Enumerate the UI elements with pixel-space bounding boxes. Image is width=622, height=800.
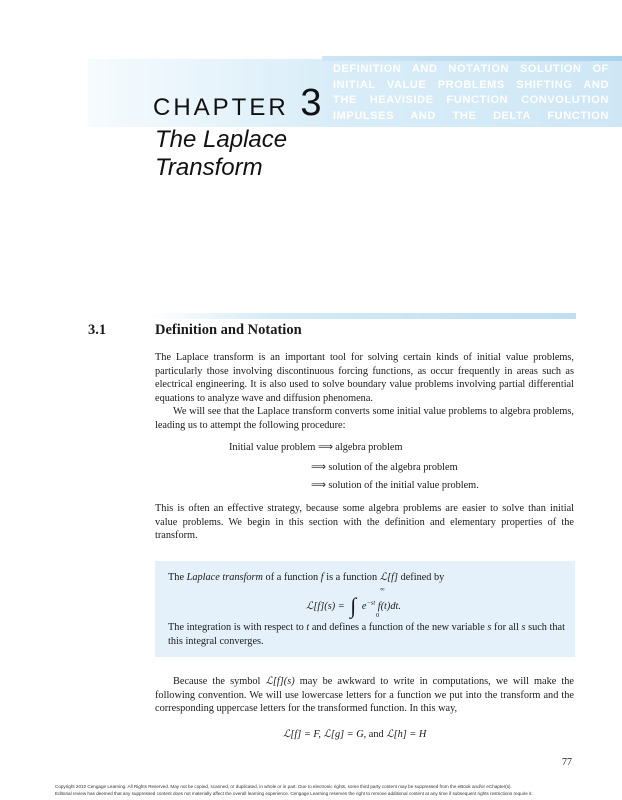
page-number: 77 [562,757,572,768]
integrand: f(t)dt. [377,601,401,612]
math-expression: ℒ[h] = H [386,729,427,740]
implies-arrow: ⟹ [311,480,326,491]
text-fragment: for all [494,622,519,633]
section-title: Definition and Notation [155,322,302,338]
chapter-word: CHAPTER [153,94,289,121]
text-fragment: defined by [400,572,445,583]
integral-sign: ∫ [350,593,357,618]
text-fragment: may be awkward to write in computations, we will make the following convention. We will use lowercase letters for a function we put into the transform and the corresponding uppercase letters for the transformed function. In this way, [155,676,575,715]
procedure-step: algebra problem [335,442,403,453]
procedure-line-3 [311,479,479,491]
equation-lhs: ℒ[f](s) = [306,601,345,612]
text-fragment: and defines a function of the new variable [311,622,485,633]
header-strip [322,56,622,61]
paragraph-convention [155,675,574,716]
math-expression: ℒ[g] = G, [323,729,367,740]
text-fragment: such that this integral converges. [168,622,565,647]
math-symbol: s [521,622,526,633]
topic-line: INITIAL VALUE PROBLEMS SHIFTING AND [333,78,609,91]
text-fragment: is a function [326,572,378,583]
exponent: −st [366,599,376,607]
math-symbol: ℒ[f](s) [265,676,295,687]
text-fragment: The integration is with respect to [168,622,304,633]
chapter-title-line: The Laplace [155,126,288,153]
procedure-step: solution of the initial value problem. [328,480,479,491]
text-fragment: and [368,729,384,740]
paragraph-strategy: This is often an effective strategy, because some algebra problems are easier to solve than initial value problems. We begin in this section with the definition and elementary properties of the transform. [155,503,574,542]
procedure-start: Initial value problem [229,442,316,453]
notation-equation [283,728,426,740]
procedure-line-1 [229,441,402,453]
integral-lower-limit: 0 [376,612,380,619]
topic-line: IMPULSES AND THE DELTA FUNCTION [333,109,609,122]
math-expression: ℒ[f] = F, [283,729,321,740]
procedure-line-2 [311,461,458,473]
copyright-notice: Editorial review has deemed that any suppressed content does not materially affect the overall learning experience. Cengage Learning reserves the right to remove additional content at any time if subsequent rights restrictions require it. [55,791,533,796]
paragraph-intro: The Laplace transform is an important tool for solving certain kinds of initial value problems, particularly those involving discontinuous forcing functions, as occur frequently in areas such as electrical engineering. It is also used to solve boundary value problems involving partial differential equations to analyze wave and diffusion phenomena. [155,352,574,404]
chapter-number: 3 [300,82,322,124]
implies-arrow: ⟹ [311,462,326,473]
implies-arrow: ⟹ [317,442,333,453]
text-fragment: Because the symbol [173,676,261,687]
topic-line: DEFINITION AND NOTATION SOLUTION OF [333,63,609,75]
text-fragment: The [168,572,185,583]
copyright-notice: Copyright 2010 Cengage Learning. All Rights Reserved. May not be copied, scanned, or duplicated, in whole or in part. Due to electronic rights, some third party content may be suppressed from the eBook and/or eChapter(s). [55,784,512,789]
topic-line: THE HEAVISIDE FUNCTION CONVOLUTION [333,94,609,106]
laplace-definition-equation [306,586,401,619]
paragraph-procedure-intro: We will see that the Laplace transform converts some initial value problems to algebra problems, leading us to attempt the following procedure: [155,406,574,431]
chapter-title-line: Transform [155,154,263,181]
procedure-step: solution of the algebra problem [328,462,458,473]
defined-term: Laplace transform [186,572,263,583]
integral-upper-limit: ∞ [380,586,385,593]
chapter-title [155,126,287,182]
chapter-topics [333,62,609,124]
math-symbol: s [487,622,492,633]
math-symbol: ℒ[f] [379,572,398,583]
math-symbol: f [320,572,324,583]
chapter-label [153,82,322,125]
definition-explanation [168,621,568,648]
math-symbol: t [306,622,310,633]
section-rule [150,313,576,319]
definition-intro [168,571,568,585]
section-number: 3.1 [88,322,107,338]
exponential-base: e [361,601,367,612]
text-fragment: of a function [265,572,319,583]
